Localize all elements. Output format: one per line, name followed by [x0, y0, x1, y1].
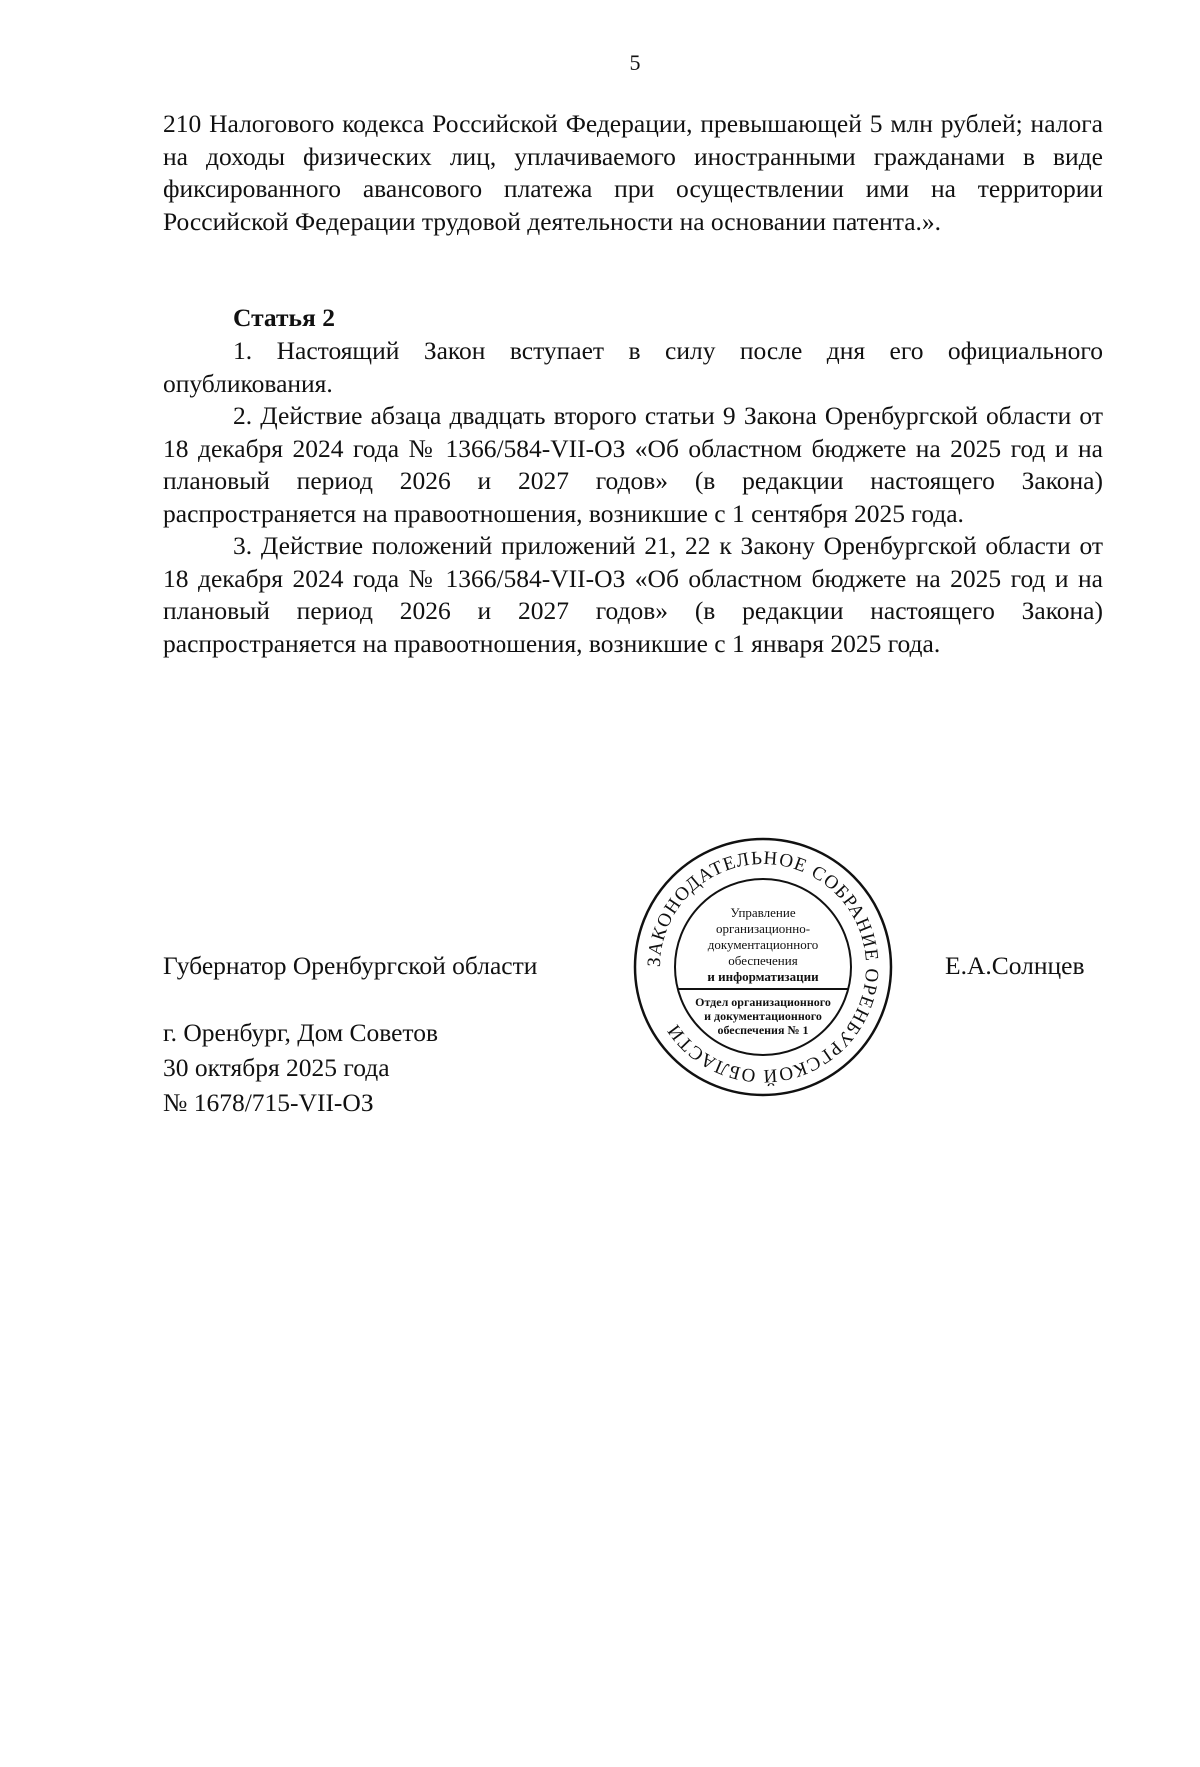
- stamp-seal-graphic: [628, 832, 898, 1102]
- place-date-block: [163, 1015, 438, 1120]
- article-paragraph-2: 2. Действие абзаца двадцать второго статьи 9 Закона Оренбургской области от 18 декабря 2024 года № 1366/584-VII-ОЗ «Об областном бюджете на 2025 год и на плановый период 2026 и 2027 годов» (в редакции настоящего Закона) распространяется на правоотношения, возникшие с 1 сентября 2025 года.: [163, 401, 1103, 528]
- stamp-inner-line-4: обеспечения: [728, 953, 798, 968]
- article-body: [163, 335, 1103, 660]
- place-location: г. Оренбург, Дом Советов: [163, 1018, 439, 1047]
- stamp-inner-line-3: документационного: [707, 937, 819, 952]
- article-paragraph-1: 1. Настоящий Закон вступает в силу после дня его официального опубликования.: [163, 336, 1103, 398]
- continuation-paragraph: [163, 108, 1103, 238]
- document-date: 30 октября 2025 года: [163, 1053, 390, 1082]
- stamp-lower-line-3: обеспечения № 1: [717, 1023, 809, 1037]
- stamp-lower-line-2: и документационного: [704, 1009, 822, 1023]
- stamp-lower-line-1: Отдел организационного: [695, 995, 831, 1009]
- document-number: № 1678/715-VII-ОЗ: [163, 1088, 374, 1117]
- continuation-text: 210 Налогового кодекса Российской Федерации, превышающей 5 млн рублей; налога на доходы физических лиц, уплачиваемого иностранными гражданами в виде фиксированного авансового платежа при осуществлении ими на территории Российской Федерации трудовой деятельности на основании патента.».: [163, 109, 1103, 236]
- signature-title: Губернатор Оренбургской области: [163, 951, 538, 980]
- article-heading: Статья 2: [233, 303, 335, 332]
- stamp-inner-line-2: организационно-: [715, 921, 811, 936]
- stamp-inner-line-1: Управление: [730, 905, 796, 920]
- article-paragraph-3: 3. Действие положений приложений 21, 22 к Закону Оренбургской области от 18 декабря 2024 года № 1366/584-VII-ОЗ «Об областном бюджете на 2025 год и на плановый период 2026 и 2027 годов» (в редакции настоящего Закона) распространяется на правоотношения, возникшие с 1 января 2025 года.: [163, 531, 1103, 658]
- stamp-inner-line-5: и информатизации: [707, 969, 819, 984]
- signature-name: Е.А.Солнцев: [945, 951, 1085, 980]
- stamp-ring-text: ЗАКОНОДАТЕЛЬНОЕ СОБРАНИЕ ОРЕНБУРГСКОЙ ОБЛАСТИ: [643, 847, 883, 1087]
- official-stamp: [628, 832, 898, 1102]
- page-number: 5: [629, 50, 641, 75]
